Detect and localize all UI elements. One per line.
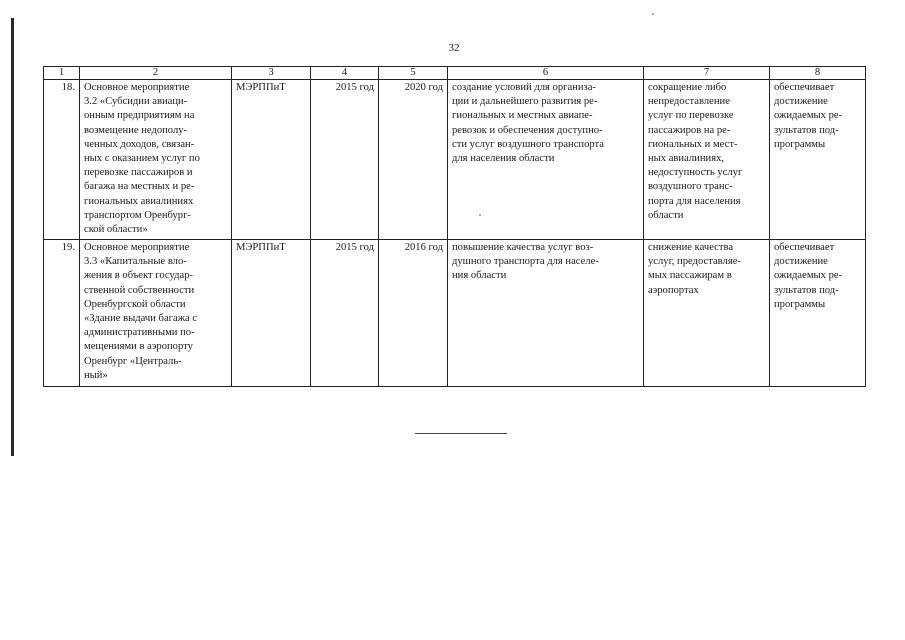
consequence-line: сокращение либо <box>648 82 727 93</box>
activity-line: Основное мероприятие <box>84 82 190 93</box>
consequence-line: услуг, предоставляе- <box>648 256 741 268</box>
executor-cell: МЭРППиТ <box>232 80 311 240</box>
relation-line: достижение <box>774 96 828 108</box>
activity-line: 3.2 «Субсидии авиаци- <box>84 96 188 108</box>
table-body <box>44 80 866 387</box>
goal-line: повышение качества услуг воз- <box>452 242 594 253</box>
column-header-2: 2 <box>80 67 232 80</box>
consequence-cell <box>644 240 770 387</box>
relation-line: ожидаемых ре- <box>774 270 843 282</box>
column-header-3: 3 <box>232 67 311 80</box>
activity-line: Оренбургской области <box>84 298 186 310</box>
activity-line: ный» <box>84 369 108 381</box>
activity-line: багажа на местных и ре- <box>84 181 195 193</box>
relation-line: зультатов под- <box>774 284 839 296</box>
column-header-6: 6 <box>448 67 644 80</box>
activity-line: перевозке пассажиров и <box>84 167 193 179</box>
goal-line: ревозок и обеспечения доступно- <box>452 124 603 136</box>
consequence-line: ных авиалиниях, <box>648 153 725 165</box>
activity-line: жения в объект государ- <box>84 270 194 282</box>
goal-line: создание условий для организа- <box>452 82 596 93</box>
column-header-5: 5 <box>379 67 448 80</box>
consequence-line: услуг по перевозке <box>648 110 734 122</box>
scan-edge-mark <box>11 18 14 456</box>
consequence-line: мых пассажирам в <box>648 270 732 282</box>
end-year-cell: 2020 год <box>379 80 448 240</box>
activity-cell <box>80 80 232 240</box>
consequence-line: области <box>648 209 684 221</box>
executor-cell: МЭРППиТ <box>232 240 311 387</box>
relation-cell <box>770 240 866 387</box>
relation-line: зультатов под- <box>774 124 839 136</box>
goal-line: для населения области <box>452 153 555 165</box>
activity-line: Основное мероприятие <box>84 242 190 253</box>
column-header-8: 8 <box>770 67 866 80</box>
goal-line: ции и дальнейшего развития ре- <box>452 96 598 108</box>
goal-line: гиональных и местных авиапе- <box>452 110 593 122</box>
consequence-line: воздушного транс- <box>648 181 733 193</box>
column-header-7: 7 <box>644 67 770 80</box>
consequence-line: гиональных и мест- <box>648 138 738 150</box>
consequence-line: непредоставление <box>648 96 730 108</box>
relation-line: программы <box>774 138 826 150</box>
activity-line: транспортом Оренбург- <box>84 209 191 221</box>
activity-cell <box>80 240 232 387</box>
activity-line: мещениями в аэропорту <box>84 341 193 353</box>
goal-cell <box>448 240 644 387</box>
table-header <box>44 67 866 80</box>
goal-line: сти услуг воздушного транспорта <box>452 138 604 150</box>
page-number: 32 <box>448 42 460 54</box>
activity-line: 3.3 «Капитальные вло- <box>84 256 187 268</box>
consequence-line: недоступность услуг <box>648 167 743 179</box>
consequence-line: пассажиров на ре- <box>648 124 731 136</box>
consequence-cell <box>644 80 770 240</box>
consequence-line: порта для населения <box>648 195 741 207</box>
activity-line: онным предприятиям на <box>84 110 195 122</box>
table-row <box>44 80 866 240</box>
relation-line: программы <box>774 298 826 310</box>
row-number: 19. <box>44 240 80 387</box>
start-year-cell: 2015 год <box>311 80 379 240</box>
header-row <box>44 67 866 80</box>
goal-line: душного транспорта для населе- <box>452 256 599 268</box>
goal-line: ния области <box>452 270 507 282</box>
activity-line: возмещение недополу- <box>84 124 188 136</box>
start-year-cell: 2015 год <box>311 240 379 387</box>
end-year-cell: 2016 год <box>379 240 448 387</box>
relation-cell <box>770 80 866 240</box>
activity-line: ственной собственности <box>84 284 195 296</box>
column-header-1: 1 <box>44 67 80 80</box>
document-table <box>43 66 866 387</box>
relation-line: достижение <box>774 256 828 268</box>
scan-speck <box>652 13 654 15</box>
consequence-line: снижение качества <box>648 242 734 253</box>
relation-line: ожидаемых ре- <box>774 110 843 122</box>
row-number: 18. <box>44 80 80 240</box>
consequence-line: аэропортах <box>648 284 699 296</box>
activity-line: ных с оказанием услуг по <box>84 153 200 165</box>
footer-divider <box>415 433 507 434</box>
relation-line: обеспечивает <box>774 242 835 253</box>
activity-line: «Здание выдачи багажа с <box>84 313 198 325</box>
activity-line: гиональных авиалиниях <box>84 195 194 207</box>
table-row <box>44 240 866 387</box>
activity-line: ченных доходов, связан- <box>84 138 195 150</box>
activity-line: ской области» <box>84 224 148 236</box>
column-header-4: 4 <box>311 67 379 80</box>
activity-line: Оренбург «Централь- <box>84 355 182 367</box>
relation-line: обеспечивает <box>774 82 835 93</box>
activity-line: административными по- <box>84 327 195 339</box>
goal-cell <box>448 80 644 240</box>
